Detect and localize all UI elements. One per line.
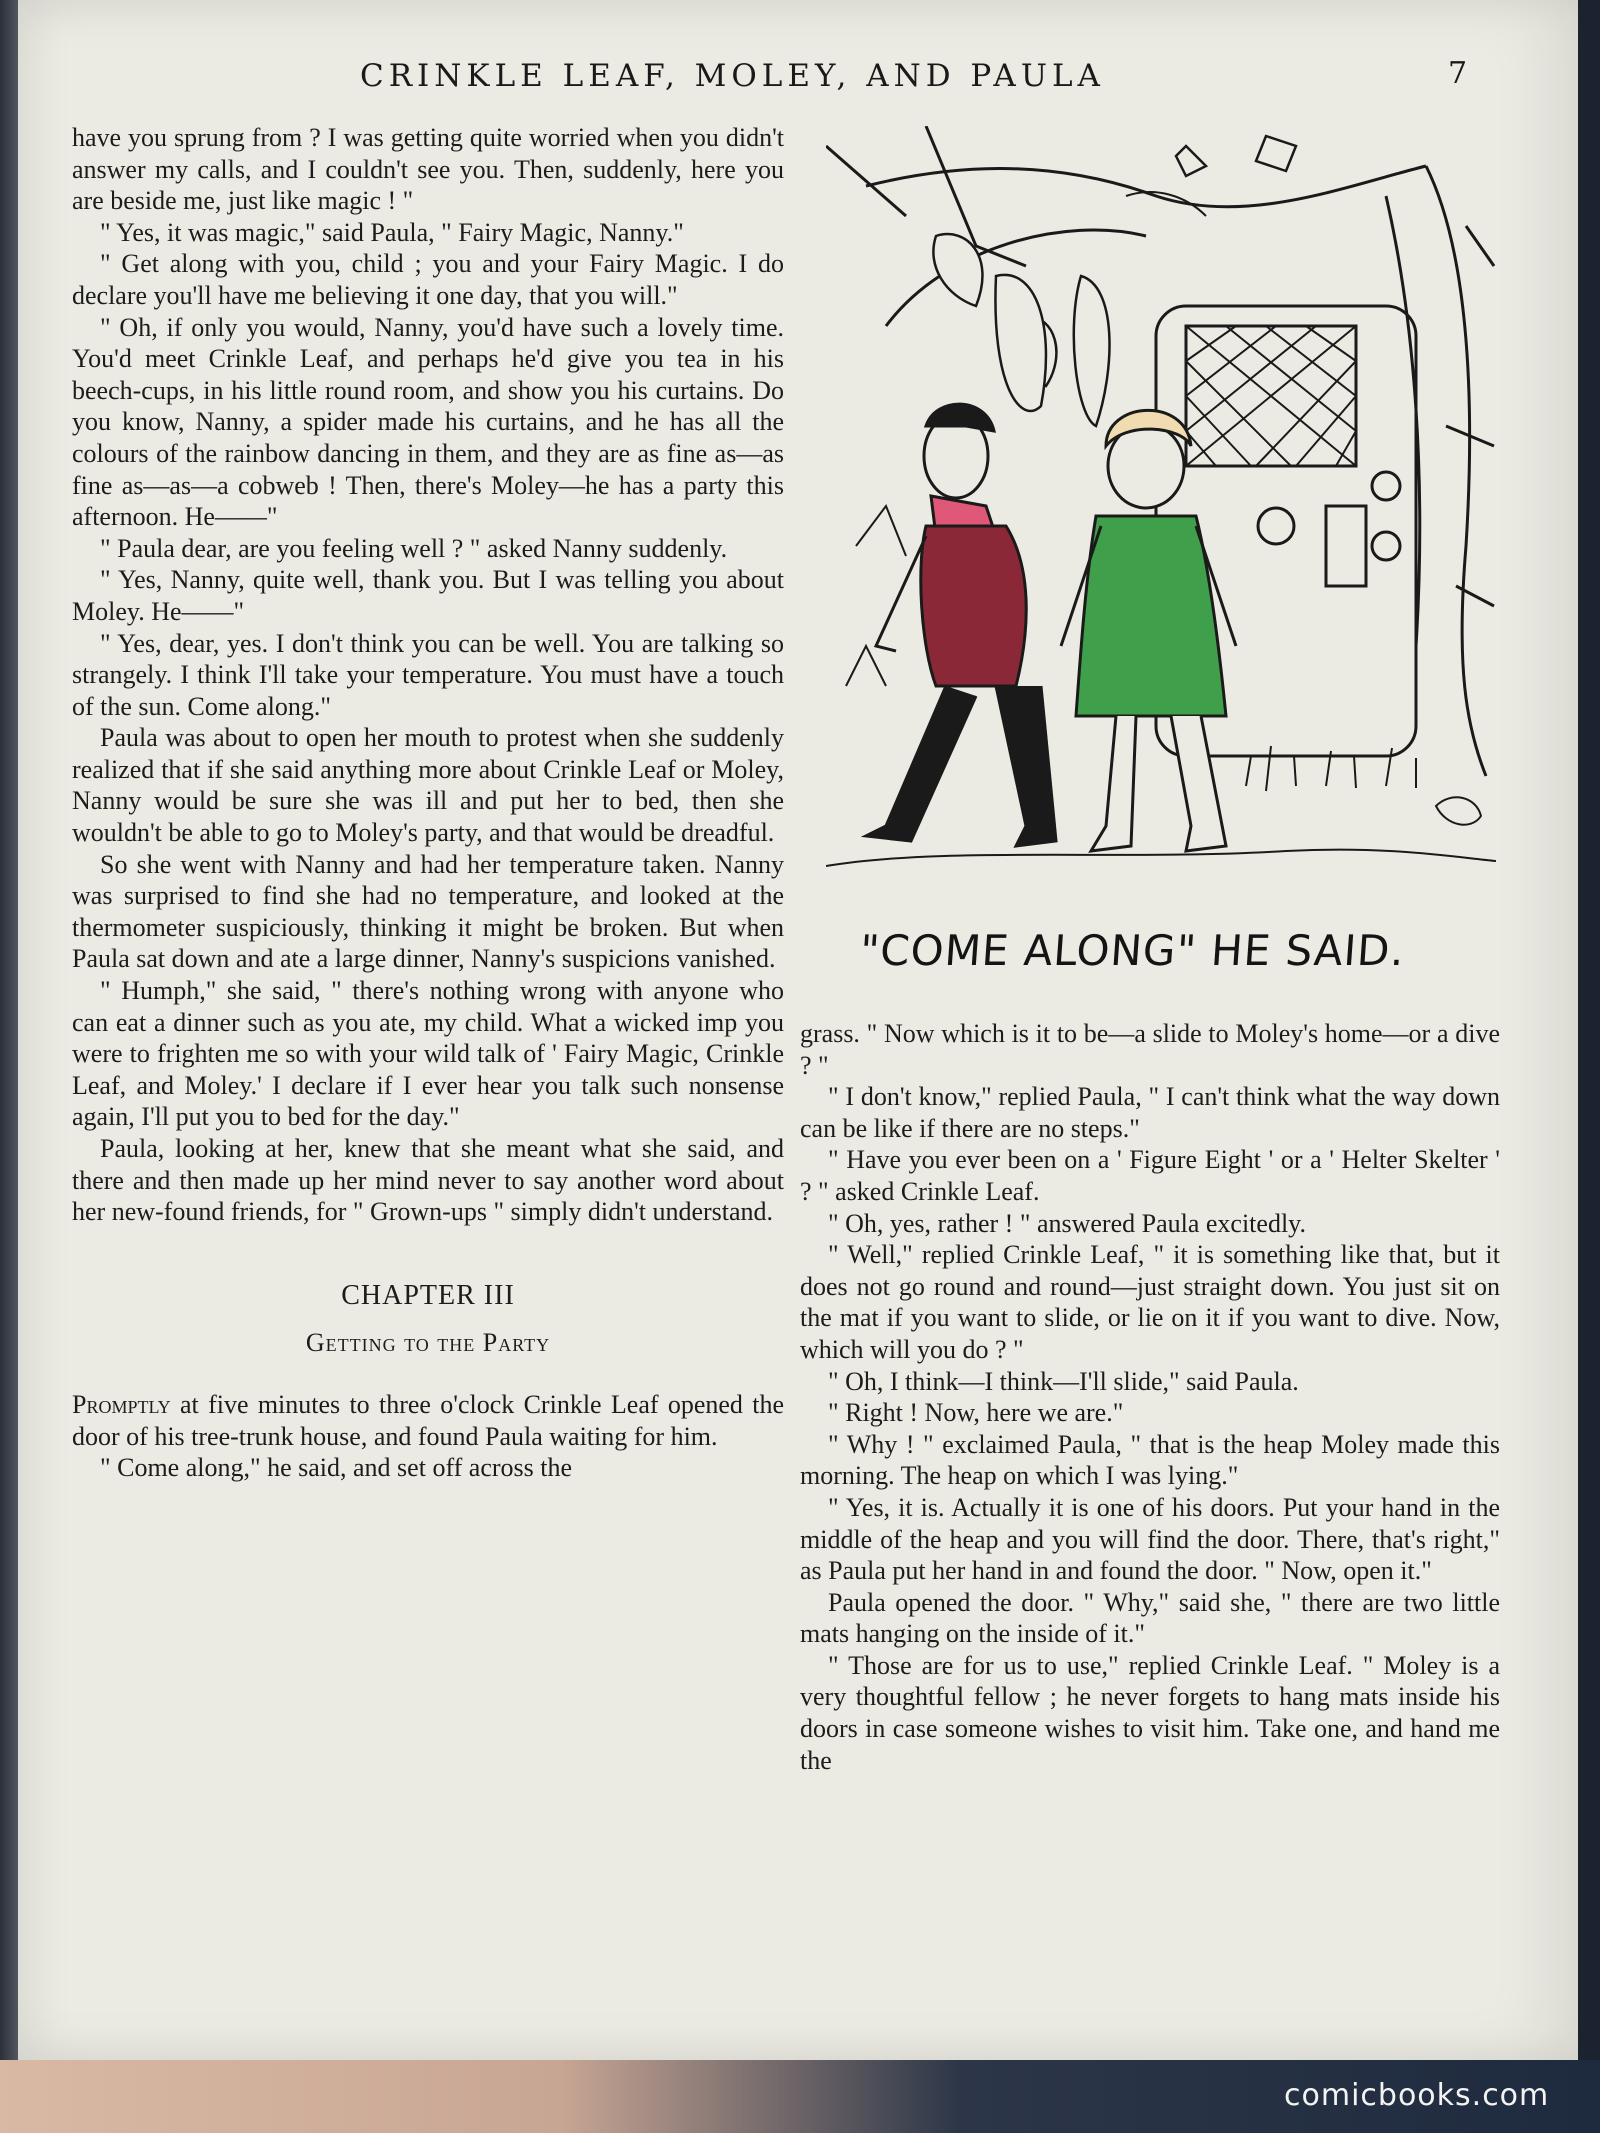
chapter-opening-word: Promptly [72, 1389, 171, 1419]
chapter-subtitle: Getting to the Party [305, 1328, 551, 1358]
paragraph: " Yes, it was magic," said Paula, " Fairy Magic, Nanny." [100, 217, 684, 247]
paragraph: " Humph," she said, " there's nothing wrong with anyone who can eat a dinner such as you ate, my child. What a wicked imp you were to frighten me so with your wild talk of ' Fairy Magic, Crinkle Leaf, and Moley.' I declare if I ever hear you talk such nonsense again, I'll put you to bed for the day." [72, 976, 784, 1132]
paragraph: Paula, looking at her, knew that she meant what she said, and there and then made up her mind never to say another word about her new-found friends, for " Grown-ups " simply didn't understand. [72, 1134, 784, 1227]
paragraph: So she went with Nanny and had her temperature taken. Nanny was surprised to find she had no temperature, and looked at the thermometer suspiciously, thinking it might be broken. But when Paula sat down and ate a large dinner, Nanny's suspicions vanished. [72, 849, 784, 974]
paragraph: " Yes, dear, yes. I don't think you can be well. You are talking so strangely. I think I'll take your temperature. You must have a touch of the sun. Come along." [72, 628, 784, 721]
elf-figure [866, 404, 1056, 846]
paragraph: " Well," replied Crinkle Leaf, " it is something like that, but it does not go round and round—just straight down. You just sit on the mat if you want to slide, or lie on it if you want to dive. Now, which will you do ? " [800, 1240, 1500, 1364]
illustration [826, 126, 1496, 896]
paragraph: " Have you ever been on a ' Figure Eight ' or a ' Helter Skelter ' ? " asked Crinkle Leaf. [800, 1145, 1500, 1206]
illustration-caption: "COME ALONG" HE SAID. [858, 926, 1407, 975]
leaves [933, 136, 1296, 386]
paragraph: " Right ! Now, here we are." [828, 1398, 1124, 1428]
paragraph: " Those are for us to use," replied Crinkle Leaf. " Moley is a very thoughtful fellow ; he never forgets to hang mats inside his doors in case someone wishes to visit him. Take one, and hand me the [800, 1650, 1500, 1775]
paragraph: " Paula dear, are you feeling well ? " asked Nanny suddenly. [100, 533, 728, 563]
paragraph: grass. " Now which is it to be—a slide to Moley's home—or a dive ? " [800, 1019, 1500, 1080]
paragraph: " Oh, if only you would, Nanny, you'd have such a lovely time. You'd meet Crinkle Leaf, and perhaps he'd give you tea in his beech-cups, in his little round room, and show you his curtains. Do you know, Nanny, a spider made his curtains, and he has all the colours of the rainbow dancing in them, and they are as fine as—as fine as—as—a cobweb ! Then, there's Moley—he has a party this afternoon. He——" [72, 312, 784, 532]
paragraph: " Oh, I think—I think—I'll slide," said Paula. [828, 1366, 1299, 1396]
chapter-opening-paragraph [72, 1389, 784, 1452]
paragraph: " I don't know," replied Paula, " I can't think what the way down can be like if there are no steps." [800, 1082, 1500, 1143]
running-title: CRINKLE LEAF, MOLEY, AND PAULA [360, 58, 1105, 94]
paragraph: " Why ! " exclaimed Paula, " that is the heap Moley made this morning. The heap on which I was lying." [800, 1429, 1500, 1491]
paragraph: " Oh, yes, rather ! " answered Paula excitedly. [828, 1208, 1306, 1238]
girl-figure [1061, 410, 1236, 851]
left-text-column [72, 122, 784, 1484]
chapter-opening-text: at five minutes to three o'clock Crinkle Leaf opened the door of his tree-trunk house, and found Paula waiting for him. [72, 1389, 784, 1451]
right-text-column [800, 1018, 1500, 1776]
page-number: 7 [1448, 56, 1468, 91]
paragraph: Paula opened the door. " Why," said she, " there are two little mats hanging on the inside of it." [800, 1587, 1500, 1649]
watermark: comicbooks.com [1284, 2078, 1550, 2113]
paragraph: " Yes, it is. Actually it is one of his doors. Put your hand in the middle of the heap and you will find the door. There, that's right," as Paula put her hand in and found the door. " Now, open it." [800, 1492, 1500, 1586]
paragraph: " Yes, Nanny, quite well, thank you. But I was telling you about Moley. He——" [72, 565, 784, 626]
chapter-title: CHAPTER III [341, 1279, 515, 1311]
paragraph: " Get along with you, child ; you and your Fairy Magic. I do declare you'll have me believing it one day, that you will." [72, 249, 784, 310]
paragraph: have you sprung from ? I was getting quite worried when you didn't answer my calls, and I couldn't see you. Then, suddenly, here you are beside me, just like magic ! " [72, 123, 784, 216]
paragraph: " Come along," he said, and set off across the [100, 1453, 573, 1483]
paragraph: Paula was about to open her mouth to protest when she suddenly realized that if she said anything more about Crinkle Leaf or Moley, Nanny would be sure she was ill and put her to bed, then she wouldn't be able to go to Moley's party, and that would be dreadful. [72, 723, 784, 848]
